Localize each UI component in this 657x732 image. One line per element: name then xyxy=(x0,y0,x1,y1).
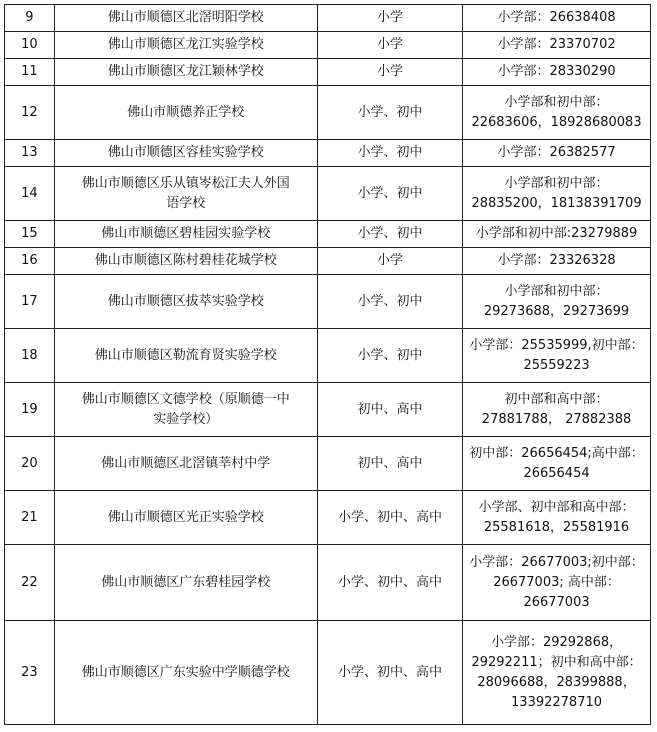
school-name-cell xyxy=(54,221,317,248)
school-name-cell xyxy=(54,59,317,86)
phone-line: 25559223 xyxy=(523,357,590,373)
row-number: 22 xyxy=(21,574,38,590)
school-name-line: 佛山市顺德区北滘镇莘村中学 xyxy=(101,455,271,471)
school-name-line: 语学校 xyxy=(166,195,206,211)
row-number-cell xyxy=(5,329,55,383)
school-name-line: 佛山市顺德区北滘明阳学校 xyxy=(107,10,264,25)
school-level: 小学、初中 xyxy=(357,185,423,201)
phone-line: 小学部：25535999,初中部： xyxy=(469,337,644,353)
phone-cell xyxy=(463,275,651,329)
phone-line: 小学部和初中部： xyxy=(504,175,609,191)
phone-line: 13392278710 xyxy=(511,694,603,710)
school-name-cell xyxy=(54,491,317,545)
phone-cell xyxy=(463,86,651,140)
row-number: 9 xyxy=(25,10,34,25)
school-level-cell xyxy=(317,221,462,248)
phone-line: 28835200，18138391709 xyxy=(471,195,642,211)
school-level: 小学、初中、高中 xyxy=(337,509,442,525)
phone-line: 小学部和初中部:23279889 xyxy=(475,226,638,241)
table-row xyxy=(5,140,651,167)
phone-line: 29273688，29273699 xyxy=(483,303,630,319)
school-name-line: 实验学校） xyxy=(153,411,219,427)
school-name-line: 佛山市顺德区碧桂园实验学校 xyxy=(101,226,271,241)
school-level-cell xyxy=(317,86,462,140)
row-number: 13 xyxy=(21,145,38,160)
school-name-cell xyxy=(54,140,317,167)
phone-line: 小学部、初中部和高中部： xyxy=(478,499,635,515)
school-level-cell xyxy=(317,491,462,545)
school-level-cell xyxy=(317,545,462,621)
school-name-line: 佛山市顺德区文德学校（原顺德一中 xyxy=(81,391,290,407)
row-number-cell xyxy=(5,275,55,329)
school-name-cell xyxy=(54,275,317,329)
phone-cell xyxy=(463,329,651,383)
school-name-line: 佛山市顺德区广东碧桂园学校 xyxy=(101,574,271,590)
row-number: 23 xyxy=(21,664,38,680)
phone-line: 26677003 xyxy=(523,594,590,610)
row-number: 20 xyxy=(21,455,38,471)
phone-line: 小学部：29292868， xyxy=(490,634,623,650)
school-level-cell xyxy=(317,275,462,329)
school-level-cell xyxy=(317,32,462,59)
phone-line: 小学部和初中部： xyxy=(504,283,609,299)
school-level-cell xyxy=(317,59,462,86)
phone-cell xyxy=(463,437,651,491)
school-level: 小学 xyxy=(376,253,403,268)
phone-line: 初中部和高中部： xyxy=(504,391,609,407)
school-level-cell xyxy=(317,248,462,275)
school-name-cell xyxy=(54,329,317,383)
phone-line: 26677003; 高中部： xyxy=(493,574,620,590)
school-level: 小学、初中 xyxy=(357,347,423,363)
table-row xyxy=(5,32,651,59)
school-name-line: 佛山市顺德区拔萃实验学校 xyxy=(107,293,264,309)
phone-cell xyxy=(463,621,651,725)
row-number-cell xyxy=(5,140,55,167)
school-name-cell xyxy=(54,32,317,59)
school-name-line: 佛山市顺德区勒流育贤实验学校 xyxy=(94,347,277,363)
table-row xyxy=(5,621,651,725)
row-number-cell xyxy=(5,545,55,621)
phone-line: 28096688，28399888， xyxy=(477,674,636,690)
row-number-cell xyxy=(5,86,55,140)
phone-line: 29292211；初中和高中部： xyxy=(471,654,642,670)
phone-cell xyxy=(463,248,651,275)
phone-line: 小学部：28330290 xyxy=(497,64,616,79)
phone-line: 22683606，18928680083 xyxy=(471,114,642,130)
school-level-cell xyxy=(317,5,462,32)
phone-cell xyxy=(463,491,651,545)
school-name-line: 佛山市顺德养正学校 xyxy=(127,104,245,120)
phone-line: 初中部：26656454;高中部： xyxy=(469,445,644,461)
row-number: 21 xyxy=(21,509,38,525)
row-number: 15 xyxy=(21,226,38,241)
school-level: 小学、初中 xyxy=(357,145,423,160)
school-name-line: 佛山市顺德区龙江实验学校 xyxy=(107,37,264,52)
table-row xyxy=(5,86,651,140)
school-level: 小学、初中 xyxy=(357,226,423,241)
row-number: 14 xyxy=(21,185,38,201)
school-level: 小学、初中、高中 xyxy=(337,574,442,590)
phone-cell xyxy=(463,140,651,167)
phone-cell xyxy=(463,167,651,221)
school-contact-table xyxy=(4,4,651,725)
school-name-line: 佛山市顺德区广东实验中学顺德学校 xyxy=(81,664,290,680)
school-name-cell xyxy=(54,383,317,437)
phone-line: 小学部：23370702 xyxy=(497,37,616,52)
row-number-cell xyxy=(5,32,55,59)
school-name-line: 佛山市顺德区陈村碧桂花城学校 xyxy=(94,253,277,268)
row-number-cell xyxy=(5,59,55,86)
table-body xyxy=(5,5,651,725)
school-level: 初中、高中 xyxy=(357,401,423,417)
school-level: 小学、初中 xyxy=(357,293,423,309)
row-number-cell xyxy=(5,221,55,248)
row-number-cell xyxy=(5,383,55,437)
school-level-cell xyxy=(317,383,462,437)
table-row xyxy=(5,221,651,248)
table-row xyxy=(5,59,651,86)
table-row xyxy=(5,545,651,621)
table-row xyxy=(5,491,651,545)
school-name-cell xyxy=(54,167,317,221)
row-number: 16 xyxy=(21,253,38,268)
school-level: 初中、高中 xyxy=(357,455,423,471)
phone-line: 27881788， 27882388 xyxy=(481,411,632,427)
table-row xyxy=(5,329,651,383)
school-name-cell xyxy=(54,86,317,140)
school-level: 小学、初中、高中 xyxy=(337,664,442,680)
school-level: 小学 xyxy=(376,64,403,79)
row-number: 18 xyxy=(21,347,38,363)
row-number: 11 xyxy=(21,64,38,79)
school-level: 小学 xyxy=(376,37,403,52)
row-number: 12 xyxy=(21,104,38,120)
phone-line: 小学部和初中部： xyxy=(504,94,609,110)
school-name-cell xyxy=(54,621,317,725)
school-name-line: 佛山市顺德区容桂实验学校 xyxy=(107,145,264,160)
phone-cell xyxy=(463,59,651,86)
school-name-line: 佛山市顺德区龙江颖林学校 xyxy=(107,64,264,79)
school-name-line: 佛山市顺德区乐从镇岑松江夫人外国 xyxy=(81,175,290,191)
row-number-cell xyxy=(5,491,55,545)
phone-line: 小学部：26677003;初中部： xyxy=(469,554,644,570)
row-number-cell xyxy=(5,248,55,275)
table-row xyxy=(5,437,651,491)
school-name-cell xyxy=(54,545,317,621)
row-number-cell xyxy=(5,437,55,491)
school-name-cell xyxy=(54,248,317,275)
school-level-cell xyxy=(317,140,462,167)
phone-line: 26656454 xyxy=(523,465,590,481)
school-name-cell xyxy=(54,437,317,491)
phone-line: 25581618，25581916 xyxy=(483,519,630,535)
phone-cell xyxy=(463,5,651,32)
table-row xyxy=(5,383,651,437)
table-row xyxy=(5,275,651,329)
school-name-line: 佛山市顺德区光正实验学校 xyxy=(107,509,264,525)
phone-cell xyxy=(463,383,651,437)
row-number-cell xyxy=(5,5,55,32)
school-level-cell xyxy=(317,167,462,221)
table-row xyxy=(5,248,651,275)
school-level-cell xyxy=(317,621,462,725)
row-number: 19 xyxy=(21,401,38,417)
school-name-cell xyxy=(54,5,317,32)
table-row xyxy=(5,5,651,32)
school-level-cell xyxy=(317,329,462,383)
school-level: 小学、初中 xyxy=(357,104,423,120)
phone-cell xyxy=(463,221,651,248)
phone-line: 小学部：26382577 xyxy=(497,145,616,160)
school-level-cell xyxy=(317,437,462,491)
row-number-cell xyxy=(5,167,55,221)
row-number: 10 xyxy=(21,37,38,52)
phone-cell xyxy=(463,32,651,59)
phone-cell xyxy=(463,545,651,621)
school-level: 小学 xyxy=(376,10,403,25)
phone-line: 小学部：26638408 xyxy=(497,10,616,25)
phone-line: 小学部：23326328 xyxy=(497,253,616,268)
row-number: 17 xyxy=(21,293,38,309)
table-row xyxy=(5,167,651,221)
row-number-cell xyxy=(5,621,55,725)
